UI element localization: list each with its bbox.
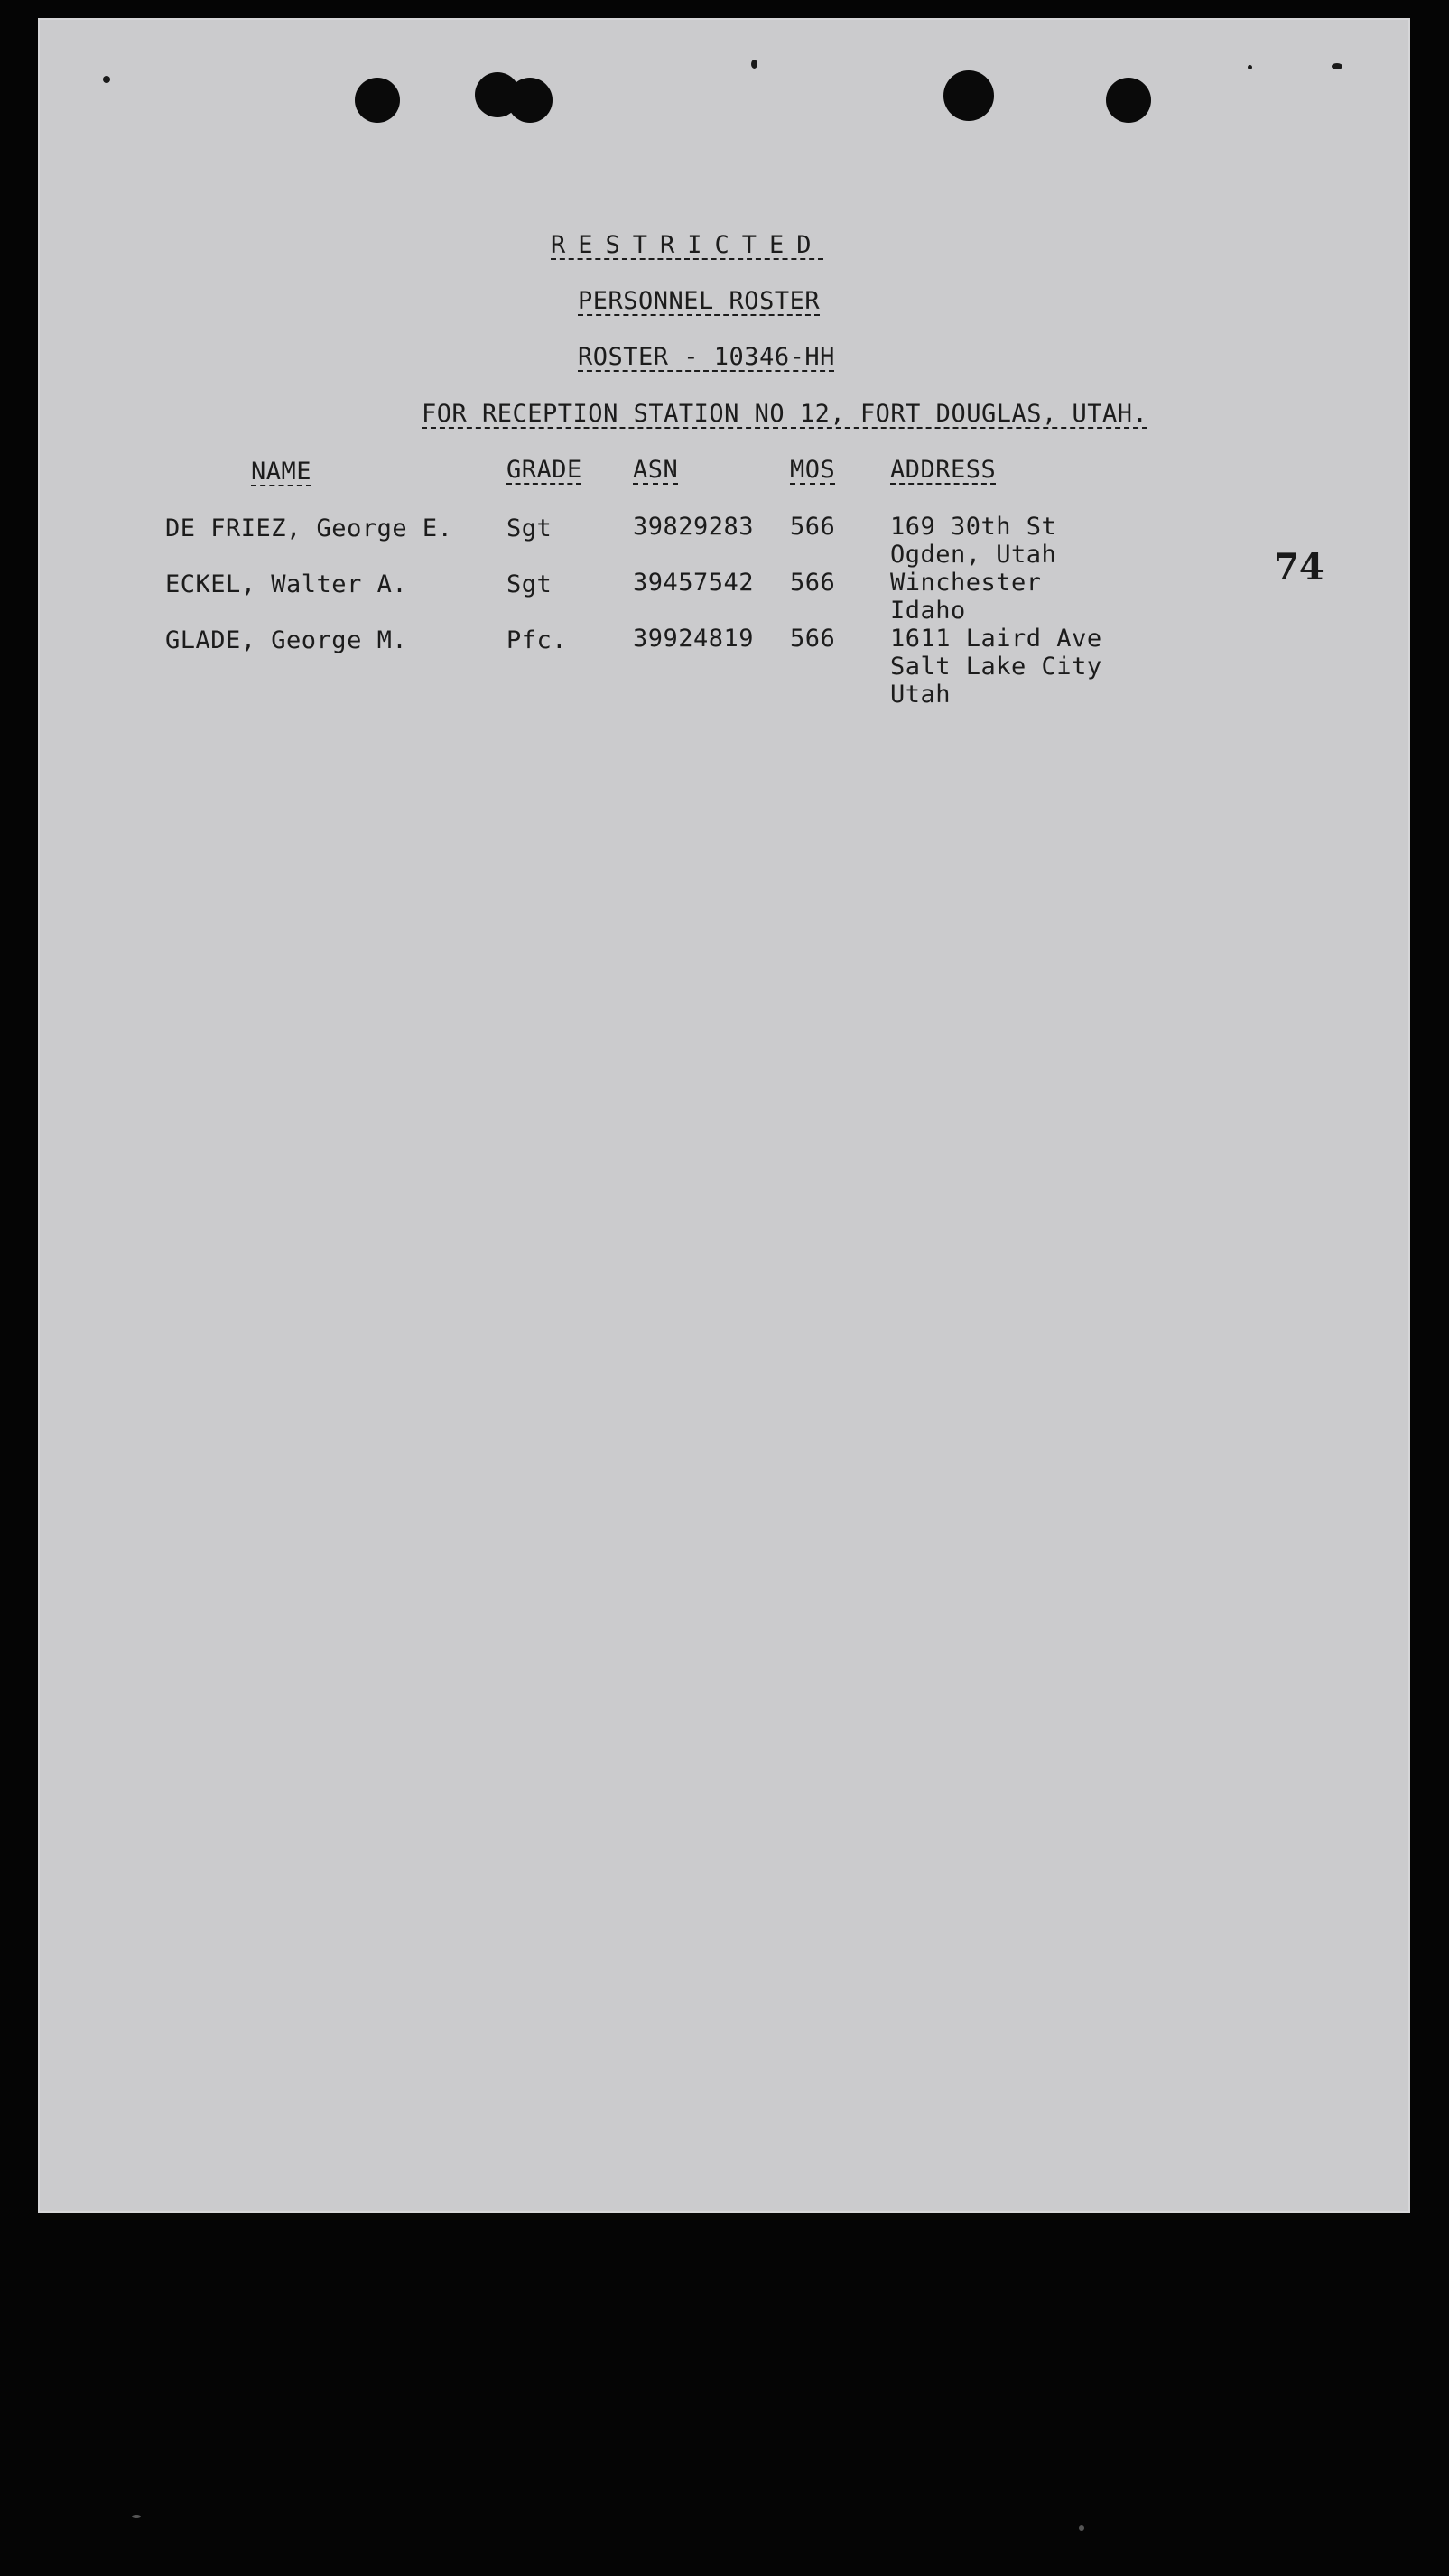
page-number: 74 [1274, 546, 1324, 588]
roster-asn: 39829283 [633, 513, 755, 541]
roster-number: ROSTER - 10346-HH [578, 343, 835, 371]
document-page [38, 18, 1410, 2213]
classification-heading: RESTRICTED [551, 231, 824, 259]
roster-asn: 39457542 [633, 569, 755, 597]
paper-speck [751, 60, 757, 69]
column-header-name: NAME [251, 458, 312, 486]
column-header-asn: ASN [633, 456, 679, 484]
punch-hole [507, 78, 553, 123]
roster-name: ECKEL, Walter A. [165, 570, 408, 598]
address-line: Ogden, Utah [890, 541, 1057, 569]
roster-asn: 39924819 [633, 625, 755, 653]
punch-hole [1106, 78, 1151, 123]
background-speck [132, 2515, 141, 2518]
address-line: Idaho [890, 597, 966, 625]
roster-address [890, 513, 1056, 569]
document-title: PERSONNEL ROSTER [578, 287, 821, 315]
roster-mos: 566 [790, 569, 836, 597]
column-header-mos: MOS [790, 456, 836, 484]
roster-grade: Sgt [506, 570, 553, 598]
roster-address [890, 569, 1042, 625]
paper-speck [103, 76, 110, 83]
punch-hole [943, 70, 994, 121]
roster-mos: 566 [790, 513, 836, 541]
station-line: FOR RECEPTION STATION NO 12, FORT DOUGLAS, UTAH. [422, 400, 1148, 428]
roster-mos: 566 [790, 625, 836, 653]
roster-grade: Sgt [506, 514, 553, 542]
roster-address [890, 625, 1102, 709]
roster-grade: Pfc. [506, 626, 568, 654]
address-line: Winchester [890, 569, 1042, 597]
paper-speck [1248, 65, 1252, 69]
punch-hole [355, 78, 400, 123]
address-line: 169 30th St [890, 513, 1057, 541]
column-header-address: ADDRESS [890, 456, 997, 484]
background-speck [1079, 2525, 1084, 2531]
column-header-grade: GRADE [506, 456, 582, 484]
roster-name: DE FRIEZ, George E. [165, 514, 453, 542]
address-line: 1611 Laird Ave [890, 625, 1102, 653]
paper-speck [1332, 63, 1342, 69]
address-line: Salt Lake City [890, 653, 1102, 681]
roster-name: GLADE, George M. [165, 626, 408, 654]
address-line: Utah [890, 681, 952, 709]
